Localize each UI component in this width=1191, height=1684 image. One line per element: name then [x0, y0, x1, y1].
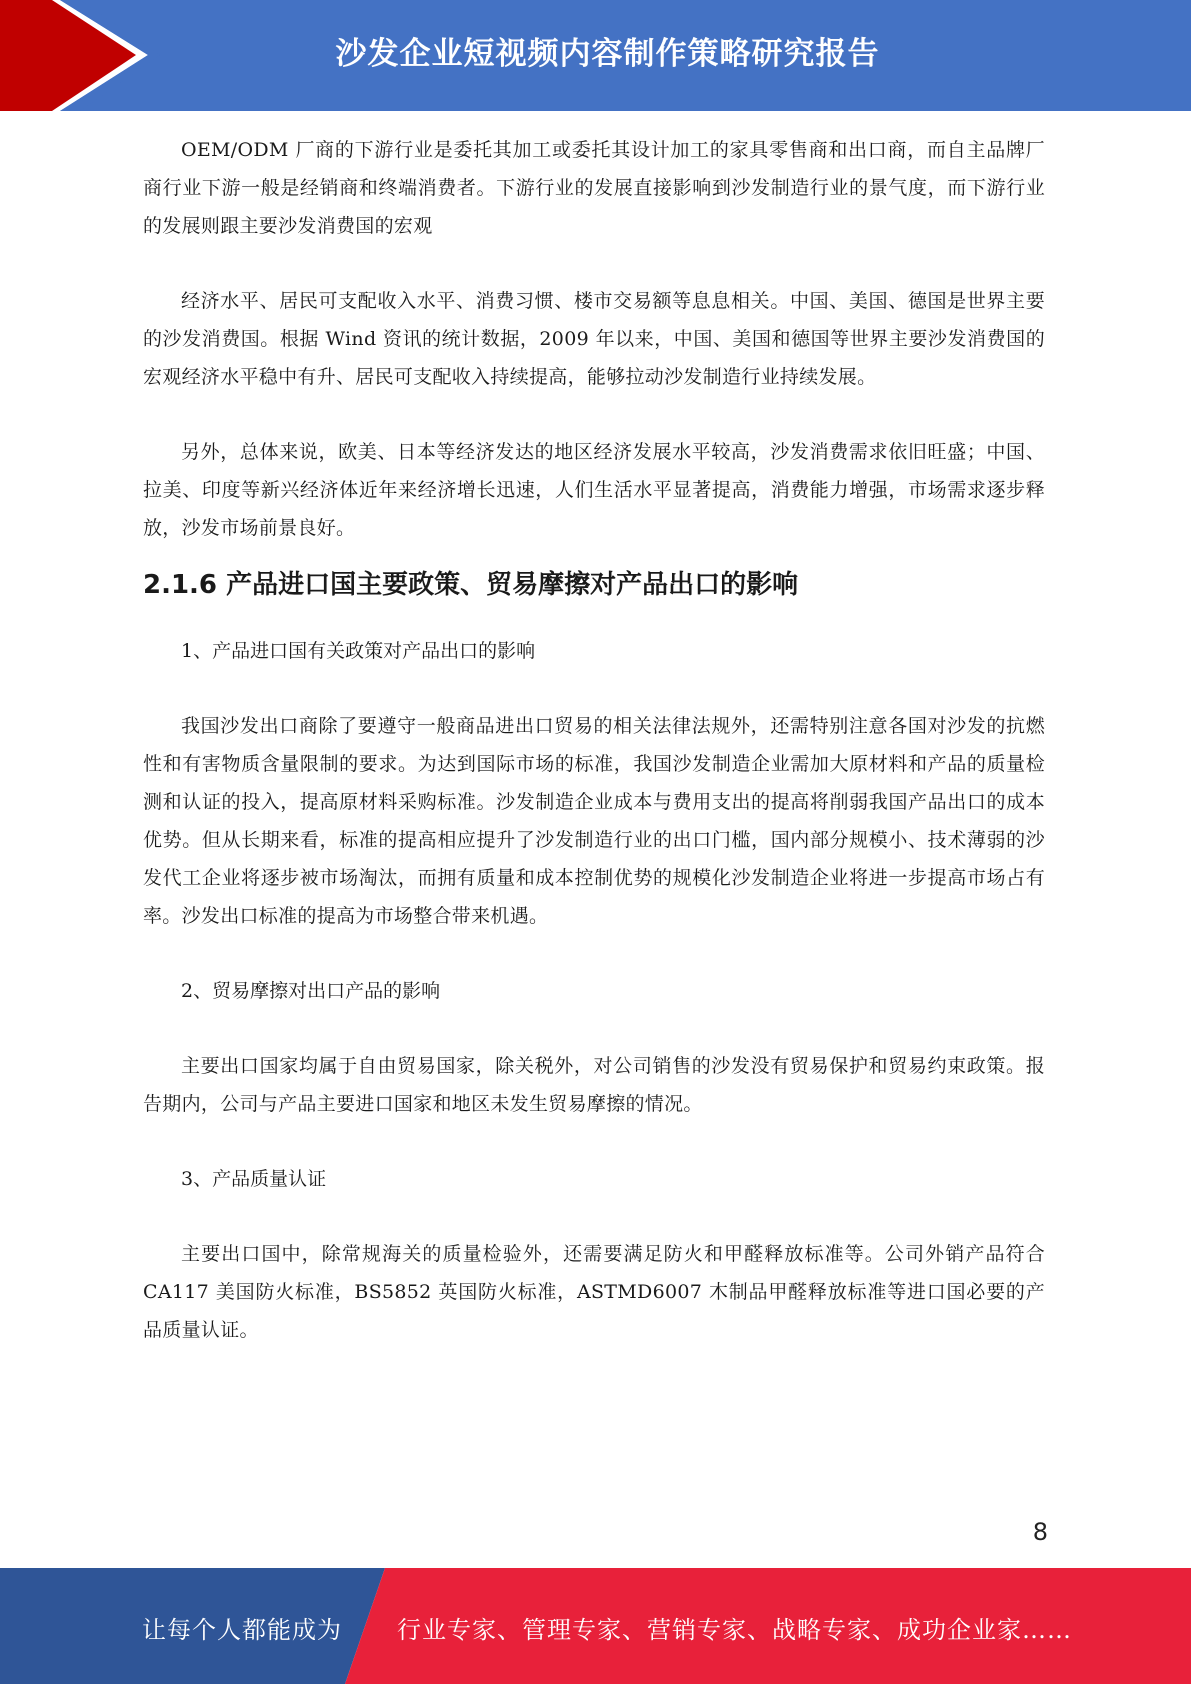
paragraph-market-outlook: 另外，总体来说，欧美、日本等经济发达的地区经济发展水平较高，沙发消费需求依旧旺盛；中国、拉美、印度等新兴经济体近年来经济增长迅速，人们生活水平显著提高，消费能力增强，市场需求逐步释放，沙发市场前景良好。	[143, 441, 1045, 539]
section-heading: 2.1.6 产品进口国主要政策、贸易摩擦对产品出口的影响	[143, 570, 799, 600]
page-number: 8	[1032, 1518, 1048, 1546]
subheading-trade-friction: 2、贸易摩擦对出口产品的影响	[181, 980, 441, 1002]
paragraph-downstream: OEM/ODM 厂商的下游行业是委托其加工或委托其设计加工的家具零售商和出口商，而自主品牌厂商行业下游一般是经销商和终端消费者。下游行业的发展直接影响到沙发制造行业的景气度，而下游行业的发展则跟主要沙发消费国的宏观	[143, 139, 1045, 237]
paragraph-economy: 经济水平、居民可支配收入水平、消费习惯、楼市交易额等息息相关。中国、美国、德国是世界主要的沙发消费国。根据 Wind 资讯的统计数据，2009 年以来，中国、美国和德国等世界主要沙发消费国的宏观经济水平稳中有升、居民可支配收入持续提高，能够拉动沙发制造行业持续发展。	[143, 290, 1045, 388]
page-footer	[0, 1568, 1191, 1684]
page-header	[0, 0, 1191, 111]
paragraph-import-policy: 我国沙发出口商除了要遵守一般商品进出口贸易的相关法律法规外，还需特别注意各国对沙发的抗燃性和有害物质含量限制的要求。为达到国际市场的标准，我国沙发制造企业需加大原材料和产品的质量检测和认证的投入，提高原材料采购标准。沙发制造企业成本与费用支出的提高将削弱我国产品出口的成本优势。但从长期来看，标准的提高相应提升了沙发制造行业的出口门槛，国内部分规模小、技术薄弱的沙发代工企业将逐步被市场淘汰，而拥有质量和成本控制优势的规模化沙发制造企业将进一步提高市场占有率。沙发出口标准的提高为市场整合带来机遇。	[143, 715, 1045, 927]
paragraph-quality-cert: 主要出口国中，除常规海关的质量检验外，还需要满足防火和甲醛释放标准等。公司外销产品符合 CA117 美国防火标准，BS5852 英国防火标准，ASTMD6007 木制品甲醛释放标准等进口国必要的产品质量认证。	[143, 1243, 1045, 1341]
footer-slogan-left: 让每个人都能成为	[142, 1616, 342, 1644]
subheading-import-policy: 1、产品进口国有关政策对产品出口的影响	[181, 640, 536, 662]
page-content	[143, 131, 1045, 1349]
footer-slogan-right: 行业专家、管理专家、营销专家、战略专家、成功企业家……	[397, 1616, 1072, 1644]
subheading-quality-cert: 3、产品质量认证	[181, 1168, 327, 1190]
report-title: 沙发企业短视频内容制作策略研究报告	[335, 36, 880, 72]
paragraph-trade-friction: 主要出口国家均属于自由贸易国家，除关税外，对公司销售的沙发没有贸易保护和贸易约束政策。报告期内，公司与产品主要进口国家和地区未发生贸易摩擦的情况。	[143, 1055, 1045, 1115]
